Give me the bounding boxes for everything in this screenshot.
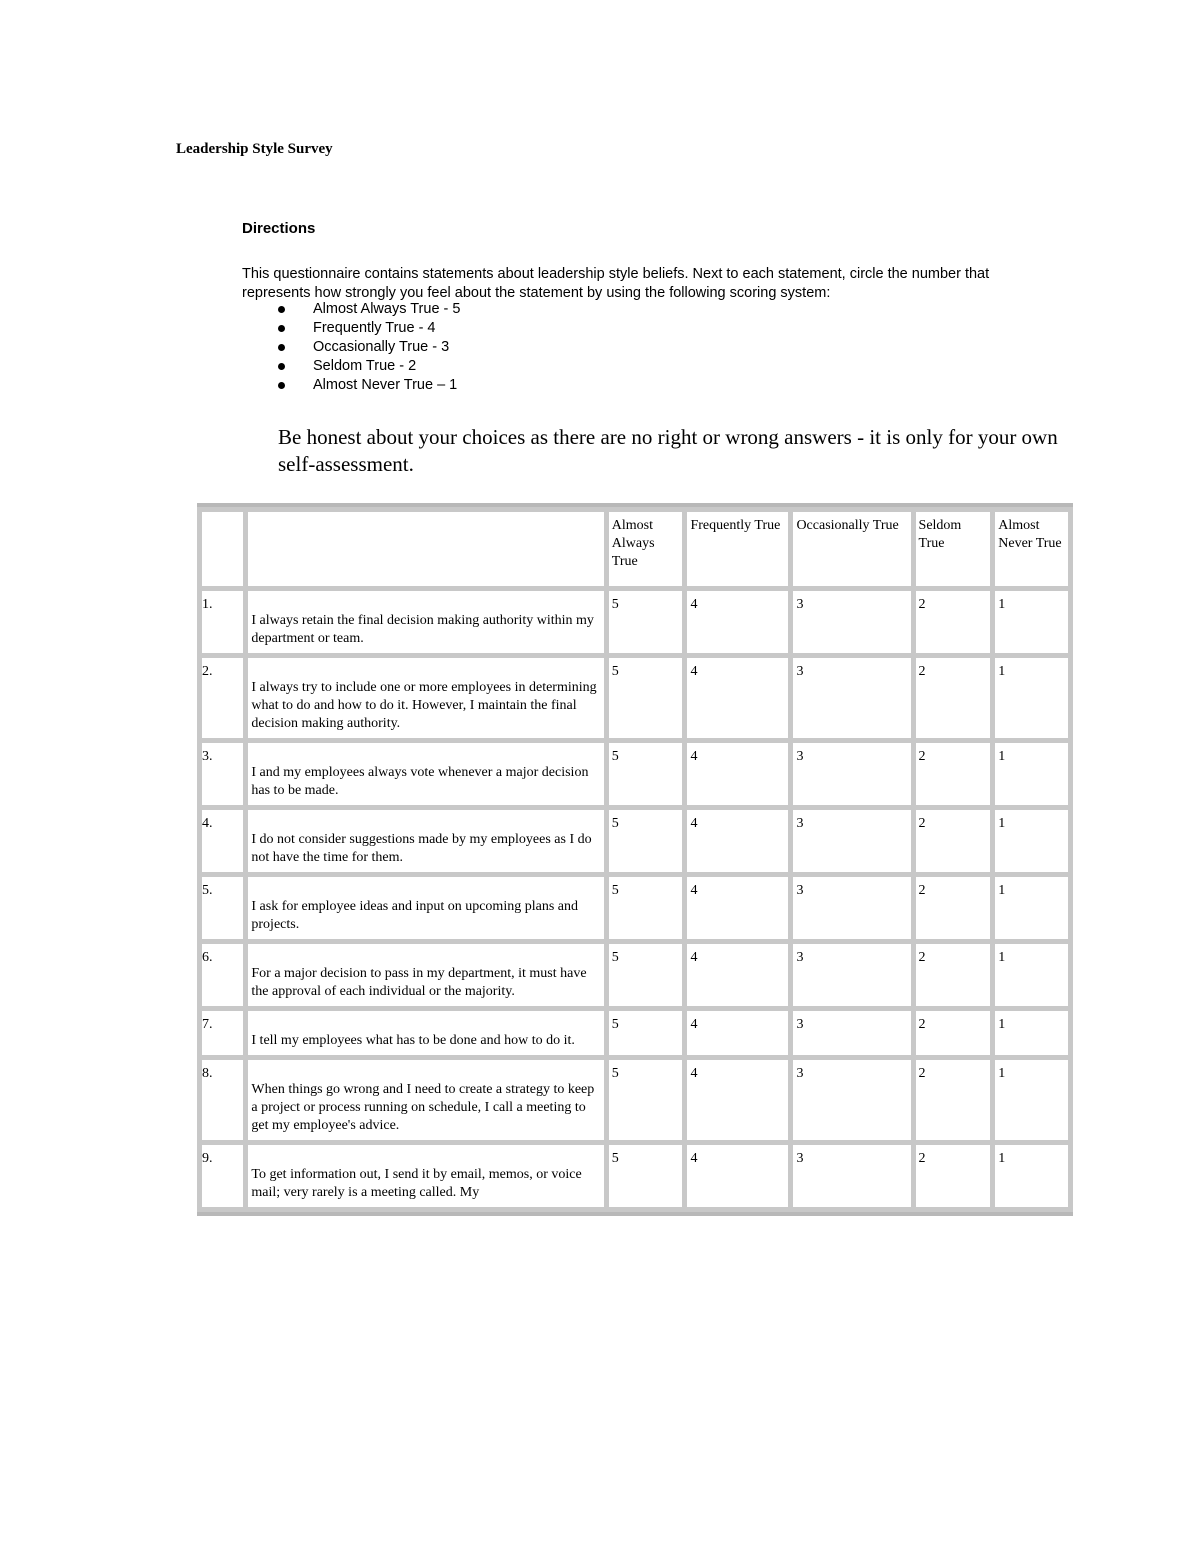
- honesty-note: Be honest about your choices as there are no right or wrong answers - it is only for your own self-assessment.: [278, 425, 1058, 476]
- score-option[interactable]: 3: [793, 877, 910, 939]
- row-number: 6.: [202, 944, 243, 1006]
- score-option[interactable]: 3: [793, 810, 910, 872]
- score-option[interactable]: 3: [793, 1060, 910, 1140]
- statement-cell: [248, 591, 603, 653]
- header-frequently: Frequently True: [687, 512, 788, 586]
- statement-cell: [248, 1060, 603, 1140]
- statement-cell: [248, 944, 603, 1006]
- score-option[interactable]: 1: [995, 1060, 1068, 1140]
- score-option[interactable]: 2: [916, 658, 991, 738]
- list-item: [242, 338, 460, 357]
- statement-text: I ask for employee ideas and input on upcoming plans and projects.: [251, 899, 578, 932]
- score-option[interactable]: 4: [687, 1060, 788, 1140]
- header-seldom: Seldom True: [916, 512, 991, 586]
- table-row: [202, 743, 1068, 805]
- statement-text: I always try to include one or more employees in determining what to do and how to do it. However, I maintain the final decision making authority.: [251, 680, 597, 731]
- statement-text: I always retain the final decision making authority within my department or team.: [251, 613, 594, 646]
- score-option[interactable]: 2: [916, 591, 991, 653]
- row-number: 1.: [202, 591, 243, 653]
- score-option[interactable]: 3: [793, 1145, 910, 1207]
- statement-text: For a major decision to pass in my department, it must have the approval of each individual or the majority.: [251, 966, 587, 999]
- statement-cell: [248, 1011, 603, 1055]
- scoring-label: Occasionally True - 3: [313, 339, 450, 355]
- score-option[interactable]: 5: [609, 591, 683, 653]
- directions-heading: Directions: [242, 220, 316, 237]
- table-row: [202, 810, 1068, 872]
- statement-text: I tell my employees what has to be done and how to do it.: [251, 1033, 575, 1048]
- survey-table: [197, 503, 1073, 1216]
- score-option[interactable]: 3: [793, 944, 910, 1006]
- bullet-icon: [278, 325, 285, 332]
- score-option[interactable]: 1: [995, 944, 1068, 1006]
- header-number: [202, 512, 243, 586]
- row-number: 4.: [202, 810, 243, 872]
- score-option[interactable]: 5: [609, 877, 683, 939]
- score-option[interactable]: 5: [609, 810, 683, 872]
- score-option[interactable]: 4: [687, 1011, 788, 1055]
- score-option[interactable]: 3: [793, 658, 910, 738]
- header-statement: [248, 512, 603, 586]
- scoring-label: Almost Never True – 1: [313, 377, 458, 393]
- list-item: [242, 300, 460, 319]
- table-row: [202, 877, 1068, 939]
- score-option[interactable]: 2: [916, 1060, 991, 1140]
- scoring-label: Frequently True - 4: [313, 320, 436, 336]
- list-item: [242, 357, 460, 376]
- score-option[interactable]: 4: [687, 877, 788, 939]
- score-option[interactable]: 2: [916, 810, 991, 872]
- score-option[interactable]: 2: [916, 1011, 991, 1055]
- score-option[interactable]: 1: [995, 658, 1068, 738]
- row-number: 8.: [202, 1060, 243, 1140]
- score-option[interactable]: 5: [609, 1060, 683, 1140]
- row-number: 2.: [202, 658, 243, 738]
- score-option[interactable]: 3: [793, 743, 910, 805]
- statement-text: I do not consider suggestions made by my employees as I do not have the time for them.: [251, 832, 592, 865]
- scoring-label: Seldom True - 2: [313, 358, 417, 374]
- score-option[interactable]: 2: [916, 1145, 991, 1207]
- statement-text: When things go wrong and I need to create a strategy to keep a project or process running on schedule, I call a meeting to get my employee's advice.: [251, 1082, 595, 1133]
- list-item: [242, 319, 460, 338]
- bullet-icon: [278, 306, 285, 313]
- page-title: Leadership Style Survey: [176, 141, 333, 157]
- table-row: [202, 944, 1068, 1006]
- scoring-system-list: [242, 300, 460, 395]
- score-option[interactable]: 1: [995, 1011, 1068, 1055]
- row-number: 7.: [202, 1011, 243, 1055]
- score-option[interactable]: 1: [995, 810, 1068, 872]
- score-option[interactable]: 2: [916, 743, 991, 805]
- score-option[interactable]: 5: [609, 1145, 683, 1207]
- bullet-icon: [278, 382, 285, 389]
- statement-cell: [248, 743, 603, 805]
- row-number: 5.: [202, 877, 243, 939]
- statement-cell: [248, 877, 603, 939]
- score-option[interactable]: 1: [995, 1145, 1068, 1207]
- table-header-row: [202, 512, 1068, 586]
- score-option[interactable]: 5: [609, 1011, 683, 1055]
- statement-cell: [248, 1145, 603, 1207]
- table-row: [202, 1145, 1068, 1207]
- directions-text: This questionnaire contains statements about leadership style beliefs. Next to each statement, circle the number that represents how strongly you feel about the statement by using the following scoring system:: [242, 266, 990, 301]
- bullet-icon: [278, 344, 285, 351]
- statement-cell: [248, 658, 603, 738]
- row-number: 3.: [202, 743, 243, 805]
- score-option[interactable]: 5: [609, 743, 683, 805]
- header-almost-never: Almost Never True: [995, 512, 1068, 586]
- score-option[interactable]: 4: [687, 658, 788, 738]
- score-option[interactable]: 4: [687, 1145, 788, 1207]
- score-option[interactable]: 3: [793, 1011, 910, 1055]
- score-option[interactable]: 5: [609, 944, 683, 1006]
- table-row: [202, 658, 1068, 738]
- score-option[interactable]: 5: [609, 658, 683, 738]
- scoring-label: Almost Always True - 5: [313, 301, 461, 317]
- header-occasionally: Occasionally True: [793, 512, 910, 586]
- score-option[interactable]: 3: [793, 591, 910, 653]
- score-option[interactable]: 2: [916, 877, 991, 939]
- score-option[interactable]: 4: [687, 743, 788, 805]
- score-option[interactable]: 4: [687, 810, 788, 872]
- bullet-icon: [278, 363, 285, 370]
- row-number: 9.: [202, 1145, 243, 1207]
- score-option[interactable]: 1: [995, 743, 1068, 805]
- table-row: [202, 591, 1068, 653]
- list-item: [242, 376, 460, 395]
- score-option[interactable]: 1: [995, 591, 1068, 653]
- statement-text: To get information out, I send it by email, memos, or voice mail; very rarely is a meeting called. My: [251, 1167, 582, 1200]
- score-option[interactable]: 1: [995, 877, 1068, 939]
- statement-cell: [248, 810, 603, 872]
- score-option[interactable]: 4: [687, 944, 788, 1006]
- table-row: [202, 1011, 1068, 1055]
- header-almost-always: Almost Always True: [609, 512, 683, 586]
- statement-text: I and my employees always vote whenever a major decision has to be made.: [251, 765, 589, 798]
- score-option[interactable]: 4: [687, 591, 788, 653]
- table-row: [202, 1060, 1068, 1140]
- score-option[interactable]: 2: [916, 944, 991, 1006]
